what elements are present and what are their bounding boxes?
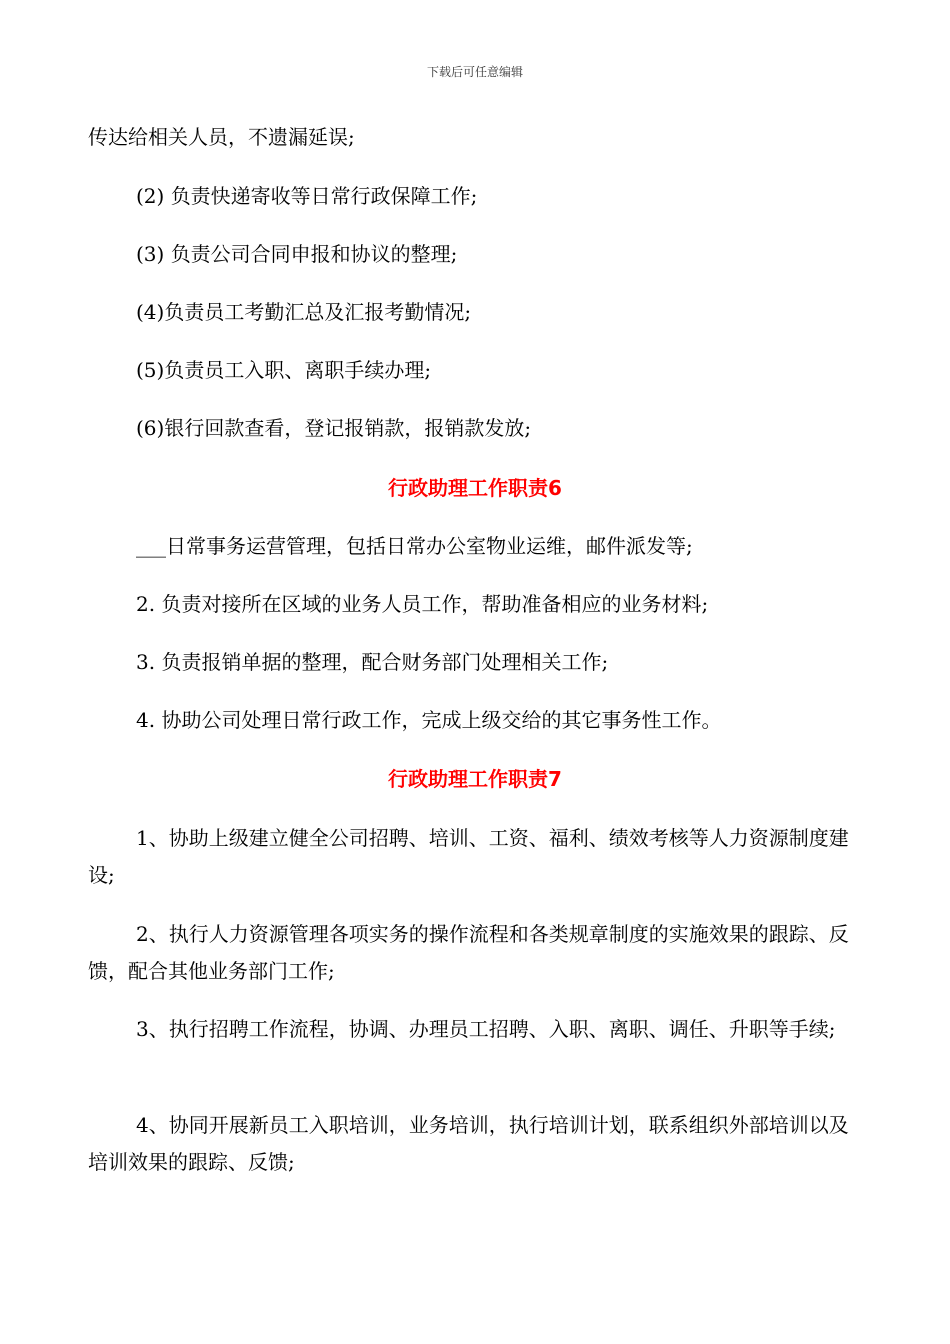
list-item: ___日常事务运营管理，包括日常办公室物业运维，邮件派发等; — [136, 534, 693, 558]
list-item: 3、执行招聘工作流程，协调、办理员工招聘、入职、离职、调任、升职等手续; — [136, 1017, 836, 1041]
section-heading-7: 行政助理工作职责7 — [388, 767, 562, 791]
list-item: (3) 负责公司合同申报和协议的整理; — [136, 242, 458, 266]
list-item: (6)银行回款查看，登记报销款，报销款发放; — [136, 416, 532, 440]
section-heading-6: 行政助理工作职责6 — [388, 476, 562, 500]
list-item: 2. 负责对接所在区域的业务人员工作，帮助准备相应的业务材料; — [136, 592, 709, 616]
list-item: 1、协助上级建立健全公司招聘、培训、工资、福利、绩效考核等人力资源制度建设; — [88, 826, 849, 887]
list-item: 3. 负责报销单据的整理，配合财务部门处理相关工作; — [136, 650, 609, 674]
list-item: (4)负责员工考勤汇总及汇报考勤情况; — [136, 300, 472, 324]
page-header-watermark: 下载后可任意编辑 — [426, 65, 523, 79]
list-item: (5)负责员工入职、离职手续办理; — [136, 358, 432, 382]
list-item: (2) 负责快递寄收等日常行政保障工作; — [136, 184, 478, 208]
list-item: 4. 协助公司处理日常行政工作，完成上级交给的其它事务性工作。 — [136, 708, 722, 732]
list-item: 4、协同开展新员工入职培训，业务培训，执行培训计划，联系组织外部培训以及培训效果的跟踪、反馈; — [88, 1113, 849, 1174]
list-item: 2、执行人力资源管理各项实务的操作流程和各类规章制度的实施效果的跟踪、反馈，配合其他业务部门工作; — [88, 922, 849, 983]
paragraph-continuation: 传达给相关人员，不遗漏延误; — [88, 125, 355, 149]
